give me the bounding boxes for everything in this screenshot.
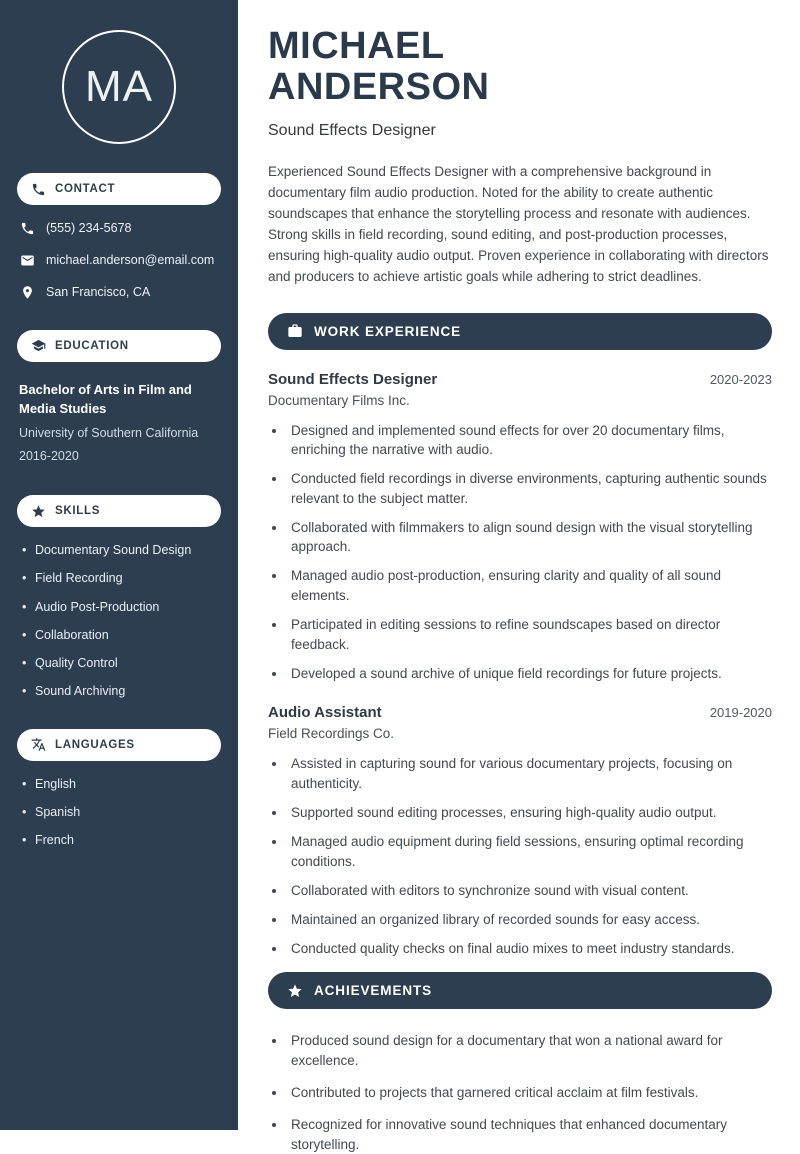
contact-location-value: San Francisco, CA: [46, 284, 151, 299]
language-item: • Spanish: [22, 804, 221, 820]
contact-location-row: [17, 284, 221, 301]
job-entry-2: [268, 704, 772, 958]
job-bullet: • Collaborated with filmmakers to align sound design with the visual storytelling approach.: [287, 518, 772, 557]
job-years: 2019-2020: [709, 705, 772, 721]
job-bullet: • Developed a sound archive of unique field recordings for future projects.: [287, 664, 772, 684]
sidebar: [0, 0, 238, 1130]
translate-icon: [31, 737, 46, 752]
education-degree: Bachelor of Arts in Film and Media Studies: [19, 381, 192, 417]
job-title: Sound Effects Designer: [268, 370, 438, 388]
achievements-header-label: ACHIEVEMENTS: [314, 983, 433, 999]
map-pin-icon: [20, 285, 35, 300]
first-name: MICHAEL: [268, 25, 445, 67]
achievement-bullet: • Contributed to projects that garnered critical acclaim at film festivals.: [287, 1083, 772, 1103]
star-icon: [31, 504, 46, 519]
job-bullet: • Maintained an organized library of recorded sounds for easy access.: [287, 910, 772, 930]
graduation-cap-icon: [31, 338, 46, 353]
star-icon: [287, 983, 303, 999]
job-header: [268, 704, 772, 721]
job-bullet: • Supported sound editing processes, ensuring high-quality audio output.: [287, 803, 772, 823]
education-years: 2016-2020: [19, 449, 79, 464]
contact-phone-value: (555) 234-5678: [46, 221, 132, 235]
phone-icon: [20, 221, 35, 236]
work-experience-section-header: [268, 313, 772, 350]
job-bullet: • Collaborated with editors to synchronize sound with visual content.: [287, 881, 772, 901]
job-bullet: • Managed audio post-production, ensuring clarity and quality of all sound elements.: [287, 566, 772, 605]
job-bullet: • Conducted field recordings in diverse environments, capturing authentic sounds relevant to the subject matter.: [287, 469, 772, 508]
skill-item: • Sound Archiving: [22, 683, 221, 699]
contact-header-label: CONTACT: [55, 183, 116, 195]
job-bullet-list: [268, 421, 772, 684]
job-years: 2020-2023: [709, 371, 772, 387]
last-name: ANDERSON: [268, 66, 490, 109]
job-company: Field Recordings Co.: [268, 726, 395, 742]
contact-phone-row: [17, 220, 221, 237]
job-bullet: • Conducted quality checks on final audio mixes to meet industry standards.: [287, 939, 772, 959]
job-bullet: • Participated in editing sessions to refine soundscapes based on director feedback.: [287, 615, 772, 654]
skills-section-header: [17, 495, 221, 527]
contact-section-header: [17, 173, 221, 205]
skill-item: • Audio Post-Production: [22, 599, 221, 615]
skills-list: [17, 542, 221, 700]
envelope-icon: [20, 253, 35, 268]
achievement-bullet: • Recognized for innovative sound techniques that enhanced documentary storytelling.: [287, 1115, 772, 1154]
education-school: University of Southern California: [19, 425, 199, 440]
contact-email-value: michael.anderson@email.com: [46, 252, 215, 267]
job-bullet-list: [268, 754, 772, 958]
language-item: • French: [22, 832, 221, 848]
languages-header-label: LANGUAGES: [55, 738, 135, 751]
skills-header-label: SKILLS: [55, 505, 101, 518]
phone-icon: [31, 182, 46, 197]
work-experience-header-label: WORK EXPERIENCE: [314, 323, 462, 339]
job-entry-1: [268, 371, 772, 684]
page-title: [268, 26, 772, 108]
job-bullet: • Managed audio equipment during field sessions, ensuring optimal recording conditions.: [287, 832, 772, 871]
briefcase-icon: [287, 323, 303, 339]
achievements-list: [268, 1031, 772, 1154]
avatar: [62, 30, 176, 144]
job-company: Documentary Films Inc.: [268, 392, 410, 408]
languages-list: [17, 776, 221, 849]
achievements-section-header: [268, 972, 772, 1009]
skill-item: • Collaboration: [22, 627, 221, 643]
skill-item: • Quality Control: [22, 655, 221, 671]
professional-title: Sound Effects Designer: [268, 122, 436, 140]
education-header-label: EDUCATION: [55, 339, 129, 352]
summary-paragraph: Experienced Sound Effects Designer with a comprehensive background in documentary film audio production. Noted for the ability to create authentic soundscapes that enhance the storytelling process and resonate with audiences. Strong skills in field recording, sound editing, and post-production processes, ensuring high-quality audio output. Proven experience in collaborating with directors and producers to achieve artistic goals while adhering to strict deadlines.: [268, 164, 769, 284]
job-title: Audio Assistant: [268, 704, 382, 722]
main-content: [238, 0, 800, 1152]
skill-item: • Field Recording: [22, 570, 221, 586]
avatar-initials: MA: [85, 62, 153, 111]
education-section-header: [17, 330, 221, 362]
job-header: [268, 371, 772, 388]
skill-item: • Documentary Sound Design: [22, 542, 221, 558]
job-bullet: • Designed and implemented sound effects for over 20 documentary films, enriching the narrative with audio.: [287, 421, 772, 460]
achievement-bullet: • Produced sound design for a documentary that won a national award for excellence.: [287, 1031, 772, 1070]
contact-email-row: [17, 252, 221, 269]
job-bullet: • Assisted in capturing sound for various documentary projects, focusing on authenticity.: [287, 754, 772, 793]
languages-section-header: [17, 729, 221, 761]
language-item: • English: [22, 776, 221, 792]
